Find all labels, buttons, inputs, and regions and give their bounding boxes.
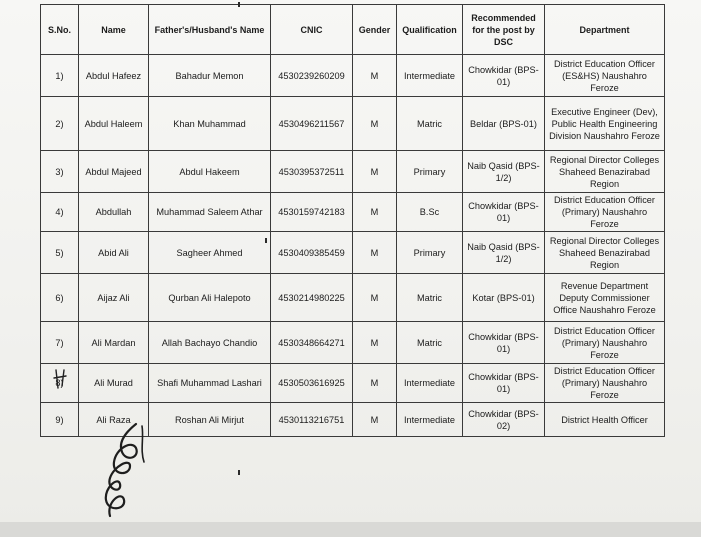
cell-post: Naib Qasid (BPS-1/2) xyxy=(463,232,545,274)
header-post: Recommended for the post by DSC xyxy=(463,5,545,55)
cell-sno: 3) xyxy=(41,151,79,193)
table-row xyxy=(41,151,665,193)
cell-name: Ali Mardan xyxy=(79,322,149,364)
recommendation-table xyxy=(40,4,665,437)
cell-department: Regional Director Colleges Shaheed Benazirabad Region xyxy=(545,232,665,274)
cell-gender: M xyxy=(353,193,397,232)
cell-cnic: 4530214980225 xyxy=(271,274,353,322)
cell-name: Aijaz Ali xyxy=(79,274,149,322)
cell-post: Kotar (BPS-01) xyxy=(463,274,545,322)
cell-qualification: Intermediate xyxy=(397,364,463,403)
cell-name: Abdul Hafeez xyxy=(79,55,149,97)
cell-gender: M xyxy=(353,364,397,403)
cell-cnic: 4530348664271 xyxy=(271,322,353,364)
tick-mark xyxy=(52,366,78,392)
cell-qualification: Intermediate xyxy=(397,403,463,437)
cell-sno: 6) xyxy=(41,274,79,322)
cell-father: Khan Muhammad xyxy=(149,97,271,151)
header-sno: S.No. xyxy=(41,5,79,55)
header-department: Department xyxy=(545,5,665,55)
cell-post: Chowkidar (BPS-01) xyxy=(463,364,545,403)
cell-father: Muhammad Saleem Athar xyxy=(149,193,271,232)
cell-cnic: 4530113216751 xyxy=(271,403,353,437)
cell-qualification: B.Sc xyxy=(397,193,463,232)
cell-name: Ali Raza xyxy=(79,403,149,437)
cell-father: Sagheer Ahmed xyxy=(149,232,271,274)
table-row xyxy=(41,97,665,151)
header-name: Name xyxy=(79,5,149,55)
cell-father: Allah Bachayo Chandio xyxy=(149,322,271,364)
cell-qualification: Primary xyxy=(397,151,463,193)
cell-father: Abdul Hakeem xyxy=(149,151,271,193)
cell-post: Chowkidar (BPS-02) xyxy=(463,403,545,437)
cell-post: Beldar (BPS-01) xyxy=(463,97,545,151)
cell-gender: M xyxy=(353,403,397,437)
cell-father: Qurban Ali Halepoto xyxy=(149,274,271,322)
cell-sno: 1) xyxy=(41,55,79,97)
cell-cnic: 4530503616925 xyxy=(271,364,353,403)
header-gender: Gender xyxy=(353,5,397,55)
header-father: Father's/Husband's Name xyxy=(149,5,271,55)
ink-speck xyxy=(265,238,267,243)
cell-post: Chowkidar (BPS-01) xyxy=(463,55,545,97)
cell-name: Abdullah xyxy=(79,193,149,232)
cell-name: Abdul Majeed xyxy=(79,151,149,193)
cell-cnic: 4530409385459 xyxy=(271,232,353,274)
ink-speck xyxy=(238,470,240,475)
table-row xyxy=(41,274,665,322)
table-row xyxy=(41,232,665,274)
table-row xyxy=(41,364,665,403)
cell-cnic: 4530395372511 xyxy=(271,151,353,193)
cell-name: Abdul Haleem xyxy=(79,97,149,151)
cell-gender: M xyxy=(353,55,397,97)
cell-father: Shafi Muhammad Lashari xyxy=(149,364,271,403)
ink-speck xyxy=(238,2,240,7)
table-row xyxy=(41,55,665,97)
header-qualification: Qualification xyxy=(397,5,463,55)
cell-qualification: Matric xyxy=(397,97,463,151)
table-header-row xyxy=(41,5,665,55)
cell-cnic: 4530496211567 xyxy=(271,97,353,151)
cell-department: Revenue Department Deputy Commissioner Office Naushahro Feroze xyxy=(545,274,665,322)
cell-qualification: Primary xyxy=(397,232,463,274)
handwritten-signature xyxy=(96,418,154,522)
cell-post: Naib Qasid (BPS-1/2) xyxy=(463,151,545,193)
cell-father: Bahadur Memon xyxy=(149,55,271,97)
cell-department: Executive Engineer (Dev), Public Health Engineering Division Naushahro Feroze xyxy=(545,97,665,151)
cell-cnic: 4530239260209 xyxy=(271,55,353,97)
cell-gender: M xyxy=(353,232,397,274)
cell-post: Chowkidar (BPS-01) xyxy=(463,322,545,364)
cell-sno: 8) xyxy=(41,364,79,403)
header-cnic: CNIC xyxy=(271,5,353,55)
cell-qualification: Intermediate xyxy=(397,55,463,97)
cell-cnic: 4530159742183 xyxy=(271,193,353,232)
page-edge xyxy=(0,522,701,537)
table-row xyxy=(41,193,665,232)
cell-sno: 7) xyxy=(41,322,79,364)
cell-post: Chowkidar (BPS-01) xyxy=(463,193,545,232)
cell-sno: 5) xyxy=(41,232,79,274)
cell-department: District Education Officer (Primary) Naushahro Feroze xyxy=(545,322,665,364)
cell-department: District Education Officer (Primary) Naushahro Feroze xyxy=(545,364,665,403)
cell-father: Roshan Ali Mirjut xyxy=(149,403,271,437)
cell-department: District Education Officer (Primary) Naushahro Feroze xyxy=(545,193,665,232)
cell-gender: M xyxy=(353,274,397,322)
cell-sno: 4) xyxy=(41,193,79,232)
cell-sno: 9) xyxy=(41,403,79,437)
cell-gender: M xyxy=(353,322,397,364)
cell-gender: M xyxy=(353,97,397,151)
cell-qualification: Matric xyxy=(397,274,463,322)
cell-qualification: Matric xyxy=(397,322,463,364)
cell-name: Abid Ali xyxy=(79,232,149,274)
table-row xyxy=(41,322,665,364)
cell-sno: 2) xyxy=(41,97,79,151)
cell-name: Ali Murad xyxy=(79,364,149,403)
cell-gender: M xyxy=(353,151,397,193)
cell-department: District Health Officer xyxy=(545,403,665,437)
cell-department: District Education Officer (ES&HS) Naushahro Feroze xyxy=(545,55,665,97)
cell-department: Regional Director Colleges Shaheed Benazirabad Region xyxy=(545,151,665,193)
